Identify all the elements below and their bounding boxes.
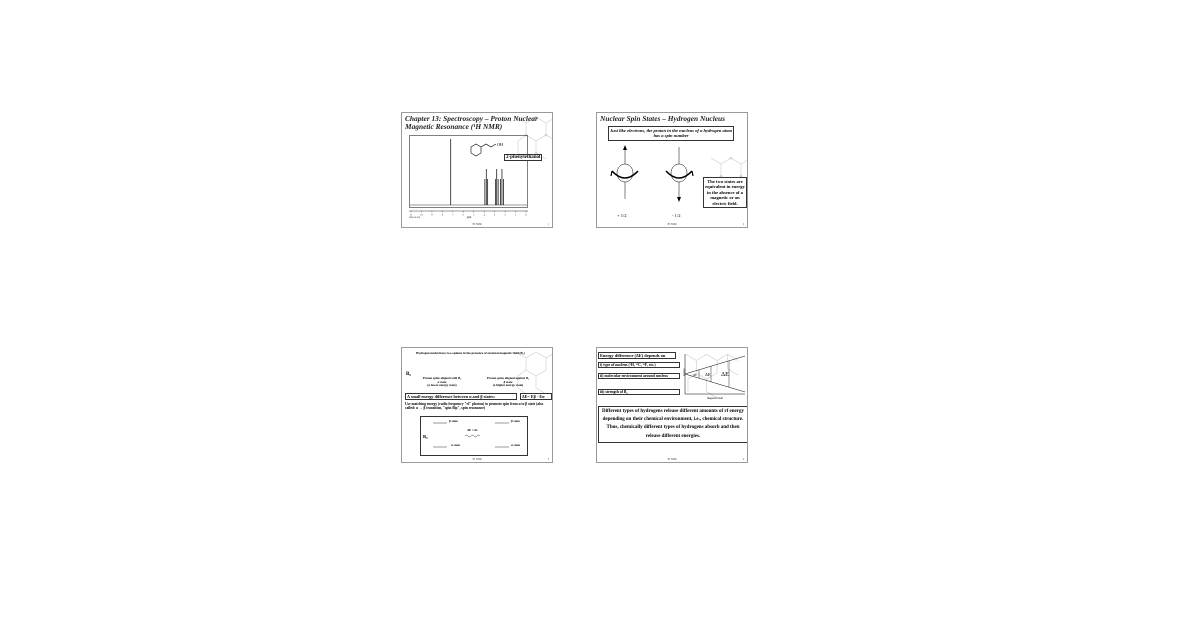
summary-text: Different types of hydrogens release different amounts of rf energy depending on their chemical environment, i.e., chemical structure. Thus, chemically different types of hydrogens absorb and then release different energies. [602, 409, 744, 439]
delta-e-small: ΔE [693, 373, 697, 377]
alpha-state-text: Proton spins aligned with B₀ [422, 376, 462, 380]
axis-tick-label: 3 [494, 213, 496, 217]
factor-field-strength [598, 389, 680, 395]
delta-e-equation-text: ΔE= Eβ - Eα [522, 394, 545, 399]
axis-tick-label: 10 [420, 213, 423, 217]
spin-minus-label: - 1/2 [672, 213, 681, 218]
slide-2-footer: ¹H NMR [667, 223, 677, 226]
spin-down-proton [662, 145, 696, 209]
energy-axis-label: Energy [683, 368, 686, 376]
alpha-state-block [416, 377, 468, 388]
slide-3-page-number: 3 [547, 458, 549, 461]
spin-plus-label: + 1/2 [617, 213, 627, 218]
equivalent-energy-note [703, 177, 747, 208]
spin-up-proton [608, 145, 642, 209]
axis-tick-label: 9 [431, 213, 433, 217]
beta-state-block [480, 377, 536, 388]
b0-label: B₀ [406, 372, 411, 377]
energy-level-diagram [420, 416, 528, 456]
spin-intro-box [608, 126, 734, 141]
alpha-level-left: α state [451, 443, 460, 447]
beta-state-name: β state [503, 379, 513, 384]
spin-intro-text: Just like electrons, the proton in the nucleus of a hydrogen atom has a spin number [610, 128, 733, 139]
energy-depends-heading [598, 352, 676, 359]
hydroxyl-label: OH [497, 142, 504, 147]
axis-tick-label: 0 [525, 213, 527, 217]
beta-level-right: β state [511, 419, 520, 423]
slide-2[interactable] [596, 112, 748, 228]
beta-state-sub: (a higher energy state) [492, 383, 524, 388]
axis-left-label: HSP-00-308 [409, 217, 420, 219]
alpha-state-name: α state [437, 379, 447, 384]
delta-e-mid: ΔE [705, 372, 711, 377]
2-phenylethanol-structure [464, 141, 510, 165]
slide-4[interactable] [596, 347, 748, 463]
axis-tick-label: 11 [409, 213, 413, 217]
alpha-state-sub: (a lower energy state) [427, 383, 457, 388]
rf-wave [465, 435, 480, 437]
slide-2-page-number: 2 [742, 223, 744, 226]
slide-2-title: Nuclear Spin States – Hydrogen Nucleus [600, 114, 726, 123]
slide-3[interactable] [401, 347, 553, 463]
axis-tick-label: 6 [462, 213, 464, 217]
factor-environment-text: ii) molecular environment around nucleus [600, 374, 668, 378]
compound-label: 2-phenylethanol [506, 155, 541, 160]
factor-nucleus-type [598, 362, 680, 368]
factor-molecular-environment [598, 373, 680, 379]
equivalent-energy-text: The two states are equivalent in energy in the absence of a magnetic or an electric field. [705, 179, 745, 206]
axis-tick-label: 4 [483, 213, 485, 217]
beta-level-left: β state [449, 419, 458, 423]
delta-e-big: ΔE [721, 371, 730, 378]
energy-depends-text: Energy difference (ΔE) depends on [600, 353, 666, 358]
slide-4-footer: ¹H NMR [667, 458, 677, 461]
alpha-level-right: α state [511, 443, 520, 447]
small-energy-diff-text: A small energy difference between α and β states: [407, 394, 495, 399]
slide-1-footer: ¹H NMR [472, 223, 482, 226]
factor-field-text: iii) strength of B₀ [600, 390, 628, 394]
delta-e-equation [520, 393, 552, 400]
axis-tick-label: 7 [452, 213, 454, 217]
axis-tick-label: 1 [514, 213, 517, 217]
slide-1-title: Chapter 13: Spectroscopy – Proton Nuclear Magnetic Resonance (¹H NMR) [405, 114, 538, 131]
axis-tick-label: 5 [473, 213, 475, 217]
external-field-intro: Hydrogen nuclei have two options in the presence of external magnetic field (B₀) [416, 351, 525, 355]
slide-4-page-number: 4 [742, 458, 744, 461]
b0-inner-label: B₀ [423, 434, 428, 439]
axis-tick-label: 2 [504, 213, 506, 217]
slide-3-footer: ¹H NMR [472, 458, 482, 461]
slide-1[interactable] [401, 112, 553, 228]
beta-state-text: Proton spins aligned against B₀ [486, 376, 530, 380]
delta-e-hv-label: ΔE = hν [467, 428, 478, 432]
slide-1-page-number: 1 [547, 223, 549, 226]
chemical-environment-summary [598, 406, 748, 443]
axis-unit-label: ppm [466, 216, 472, 219]
small-energy-diff-box [405, 393, 517, 400]
rf-transition-text: Use matching energy (radio frequency "rf" photon) to promote spin from α to β state (also called: α → β transition, "spin flip", spin resonance) [405, 402, 544, 411]
magnetic-field-axis-label: Magnetic Field [707, 397, 723, 400]
energy-vs-field-graph [681, 352, 747, 400]
factor-nucleus-text: i) type of nucleus (¹H, ¹³C, ¹⁹F, etc.) [600, 363, 656, 367]
axis-tick-label: 8 [441, 213, 443, 217]
